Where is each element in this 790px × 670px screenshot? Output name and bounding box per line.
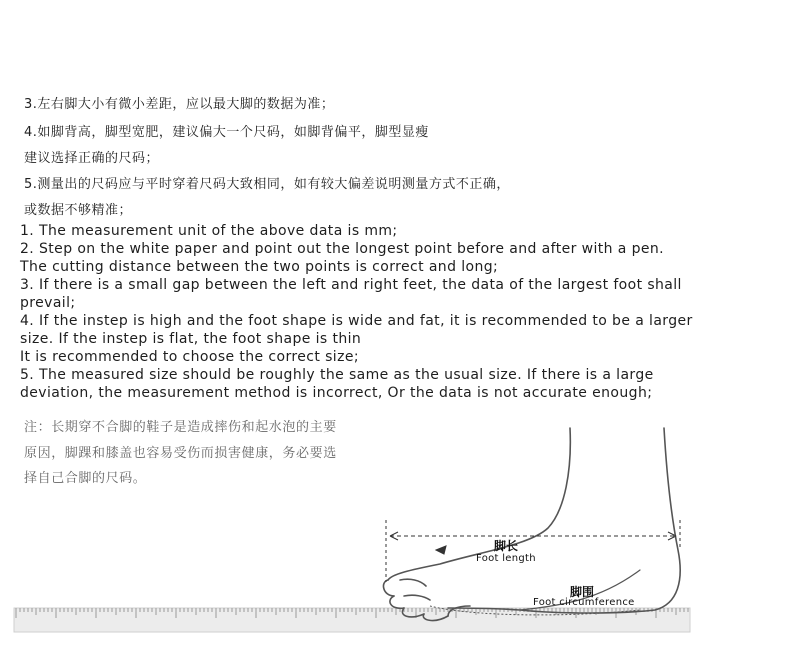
- cn-note-4-cont: 建议选择正确的尺码；: [24, 151, 160, 166]
- cn-note-3: 3.左右脚大小有微小差距，应以最大脚的数据为准；: [24, 97, 335, 112]
- foot-length-label-en: Foot length: [476, 553, 536, 564]
- en-note-line: 5. The measured size should be roughly the same as the usual size. If there is a large: [20, 367, 654, 383]
- ruler: [14, 608, 690, 632]
- english-notes: [20, 222, 780, 402]
- warning-note-line: 注：长期穿不合脚的鞋子是造成摔伤和起水泡的主要: [24, 420, 337, 435]
- en-note-line: size. If the instep is flat, the foot shape is thin: [20, 331, 362, 347]
- en-note-line: 4. If the instep is high and the foot shape is wide and fat, it is recommended to be a larger: [20, 313, 693, 329]
- en-note-line: deviation, the measurement method is incorrect, Or the data is not accurate enough;: [20, 385, 653, 401]
- foot-length-label-cn: 脚长: [494, 539, 519, 553]
- foot-circumference-label-cn: 脚围: [570, 585, 595, 599]
- foot-sketch: [0, 410, 790, 666]
- cn-note-5: 5.测量出的尺码应与平时穿着尺码大致相同，如有较大偏差说明测量方式不正确，: [24, 177, 510, 192]
- foot-circumference-label-en: Foot circumference: [533, 597, 635, 608]
- cn-note-5-cont: 或数据不够精准；: [24, 203, 133, 218]
- foot-measurement-illustration: [0, 410, 790, 666]
- en-note-line: The cutting distance between the two points is correct and long;: [20, 259, 499, 275]
- en-note-line: 1. The measurement unit of the above data is mm;: [20, 223, 398, 239]
- cn-note-4: 4.如脚背高，脚型宽肥，建议偏大一个尺码，如脚背偏平，脚型显瘦: [24, 125, 429, 140]
- en-note-line: 3. If there is a small gap between the left and right feet, the data of the largest foot shall: [20, 277, 682, 293]
- en-note-line: prevail;: [20, 295, 76, 311]
- en-note-line: 2. Step on the white paper and point out the longest point before and after with a pen.: [20, 241, 665, 257]
- foot-outline: [383, 428, 680, 620]
- warning-note-line: 原因，脚踝和膝盖也容易受伤而损害健康，务必要选: [24, 446, 337, 461]
- en-note-line: It is recommended to choose the correct size;: [20, 349, 359, 365]
- warning-note-line: 择自己合脚的尺码。: [24, 471, 147, 486]
